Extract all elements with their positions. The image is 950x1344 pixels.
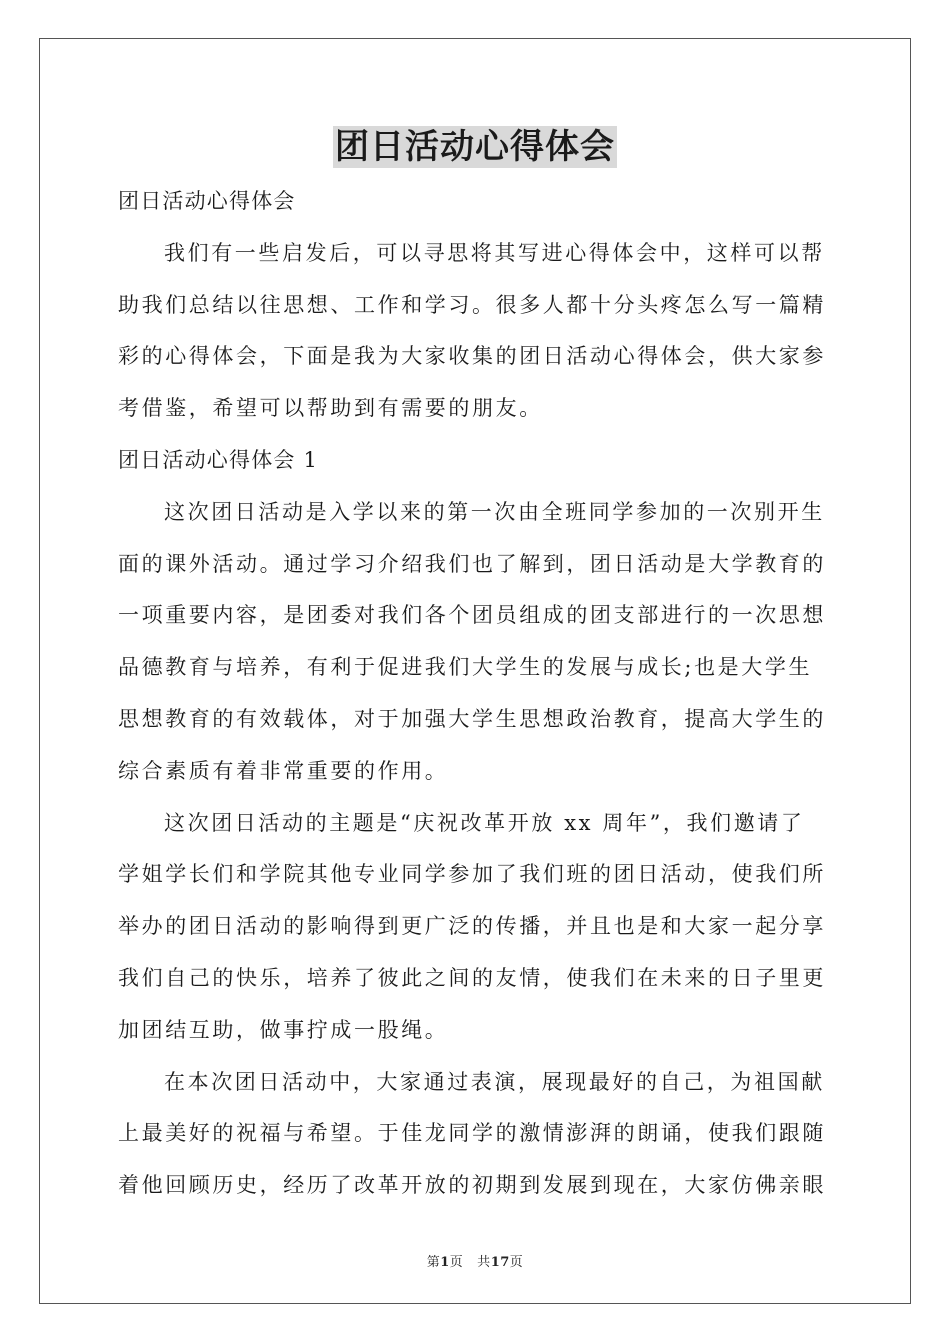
section-heading: 团日活动心得体会 bbox=[118, 189, 296, 213]
page-footer bbox=[0, 1251, 950, 1270]
document-title: 团日活动心得体会 bbox=[335, 127, 615, 167]
paragraph-line: 面的课外活动。通过学习介绍我们也了解到，团日活动是大学教育的 bbox=[118, 551, 826, 576]
paragraph-line: 在本次团日活动中，大家通过表演，展现最好的自己，为祖国献 bbox=[164, 1069, 825, 1094]
paragraph-line: 助我们总结以往思想、工作和学习。很多人都十分头疼怎么写一篇精 bbox=[118, 292, 826, 317]
paragraph-line: 这次团日活动是入学以来的第一次由全班同学参加的一次别开生 bbox=[164, 499, 825, 524]
paragraph-line: 考借鉴，希望可以帮助到有需要的朋友。 bbox=[118, 396, 543, 421]
section-heading: 团日活动心得体会 1 bbox=[118, 447, 319, 472]
paragraph-line: 我们自己的快乐，培养了彼此之间的友情，使我们在未来的日子里更 bbox=[118, 965, 826, 990]
paragraph-line: 学姐学长们和学院其他专业同学参加了我们班的团日活动，使我们所 bbox=[118, 862, 826, 887]
paragraph-line: 我们有一些启发后，可以寻思将其写进心得体会中，这样可以帮 bbox=[164, 240, 825, 265]
paragraph-line: 加团结互助，做事拧成一股绳。 bbox=[118, 1017, 449, 1042]
paragraph-line: 着他回顾历史，经历了改革开放的初期到发展到现在，大家仿佛亲眼 bbox=[118, 1173, 826, 1198]
page-suffix: 页 bbox=[449, 1255, 464, 1270]
total-suffix: 页 bbox=[509, 1255, 524, 1270]
paragraph-line: 综合素质有着非常重要的作用。 bbox=[118, 758, 449, 783]
paragraph-line: 举办的团日活动的影响得到更广泛的传播，并且也是和大家一起分享 bbox=[118, 914, 826, 939]
total-prefix: 共 bbox=[477, 1255, 491, 1270]
paragraph-line: 上最美好的祝福与希望。于佳龙同学的激情澎湃的朗诵，使我们跟随 bbox=[118, 1121, 826, 1146]
paragraph-line: 彩的心得体会，下面是我为大家收集的团日活动心得体会，供大家参 bbox=[118, 344, 826, 369]
paragraph-line: 思想教育的有效载体，对于加强大学生思想政治教育，提高大学生的 bbox=[118, 706, 826, 731]
paragraph-line: 一项重要内容，是团委对我们各个团员组成的团支部进行的一次思想 bbox=[118, 603, 826, 628]
current-page-number: 1 bbox=[440, 1255, 450, 1270]
title-container bbox=[0, 126, 950, 168]
paragraph-line: 这次团日活动的主题是“庆祝改革开放 xx 周年”，我们邀请了 bbox=[164, 810, 805, 835]
paragraph-line: 品德教育与培养，有利于促进我们大学生的发展与成长;也是大学生 bbox=[118, 655, 813, 680]
document-body bbox=[118, 176, 832, 1212]
total-page-count: 17 bbox=[490, 1255, 510, 1270]
page-prefix: 第 bbox=[426, 1255, 441, 1270]
